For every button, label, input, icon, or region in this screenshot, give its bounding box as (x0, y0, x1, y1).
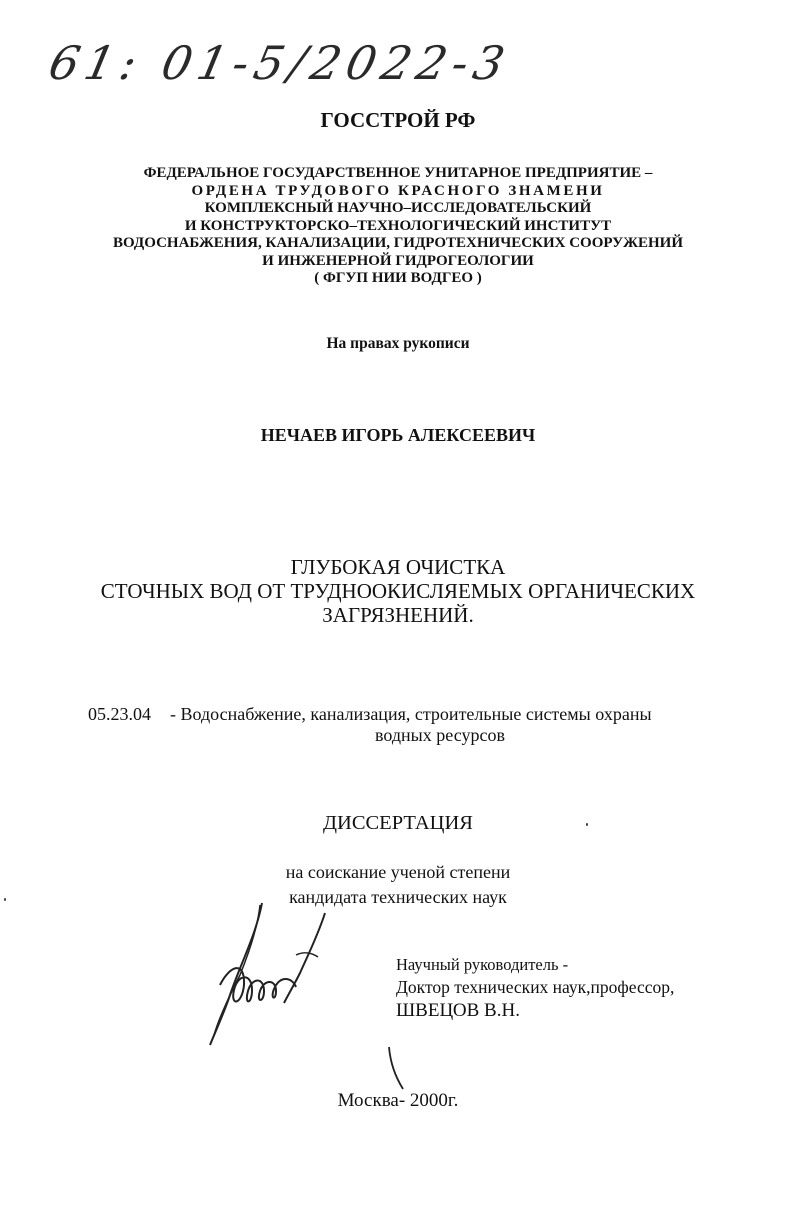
pen-mark-icon (385, 1045, 409, 1093)
place-and-year: Москва- 2000г. (337, 1090, 459, 1111)
organization-line: ВОДОСНАБЖЕНИЯ, КАНАЛИЗАЦИИ, ГИДРОТЕХНИЧЕСКИХ СООРУЖЕНИЙ (112, 235, 683, 251)
specialty-code: 05.23.04 (88, 704, 151, 724)
author-signature (200, 895, 350, 1055)
organization-line: КОМПЛЕКСНЫЙ НАУЧНО–ИССЛЕДОВАТЕЛЬСКИЙ (204, 200, 592, 216)
organization-line: И ИНЖЕНЕРНОЙ ГИДРОГЕОЛОГИИ (262, 252, 534, 269)
organization-line: ОРДЕНА ТРУДОВОГО КРАСНОГО ЗНАМЕНИ (191, 182, 605, 199)
specialty-text-line-2: водных ресурсов (375, 725, 505, 745)
advisor-title: Доктор технических наук,профессор, (396, 977, 675, 997)
scan-speck (4, 898, 6, 901)
organization-line: ФЕДЕРАЛЬНОЕ ГОСУДАРСТВЕННОЕ УНИТАРНОЕ ПРЕДПРИЯТИЕ – (143, 165, 653, 181)
organization-full-name (0, 165, 796, 288)
organization-line: И КОНСТРУКТОРСКО–ТЕХНОЛОГИЧЕСКИЙ ИНСТИТУТ (184, 217, 612, 234)
specialty-text-continued (0, 725, 796, 746)
author-name: НЕЧАЕВ ИГОРЬ АЛЕКСЕЕВИЧ (260, 425, 536, 445)
advisor-role: Научный руководитель - (396, 955, 569, 974)
handwritten-archive-code: 61: 01-5/2022-3 (44, 36, 516, 90)
degree-statement (0, 860, 796, 910)
advisor-name: ШВЕЦОВ В.Н. (396, 1000, 520, 1021)
document-type: ДИССЕРТАЦИЯ (323, 812, 473, 834)
title-line: ЗАГРЯЗНЕНИЙ. (322, 603, 474, 627)
scan-speck (586, 823, 588, 826)
degree-line: кандидата технических наук (289, 887, 507, 907)
scientific-advisor (396, 953, 674, 1022)
specialty-text: - Водоснабжение, канализация, строительные системы охраны (170, 704, 652, 724)
organization-line: ( ФГУП НИИ ВОДГЕО ) (314, 270, 482, 286)
title-line: ГЛУБОКАЯ ОЧИСТКА (290, 555, 506, 579)
degree-line: на соискание ученой степени (285, 862, 511, 882)
title-line: СТОЧНЫХ ВОД ОТ ТРУДНООКИСЛЯЕМЫХ ОРГАНИЧЕСКИХ (100, 579, 696, 603)
dissertation-title (0, 555, 796, 627)
specialty-line (88, 703, 652, 725)
manuscript-note: На правах рукописи (326, 335, 470, 352)
organization-short-name: ГОССТРОЙ РФ (320, 108, 476, 132)
